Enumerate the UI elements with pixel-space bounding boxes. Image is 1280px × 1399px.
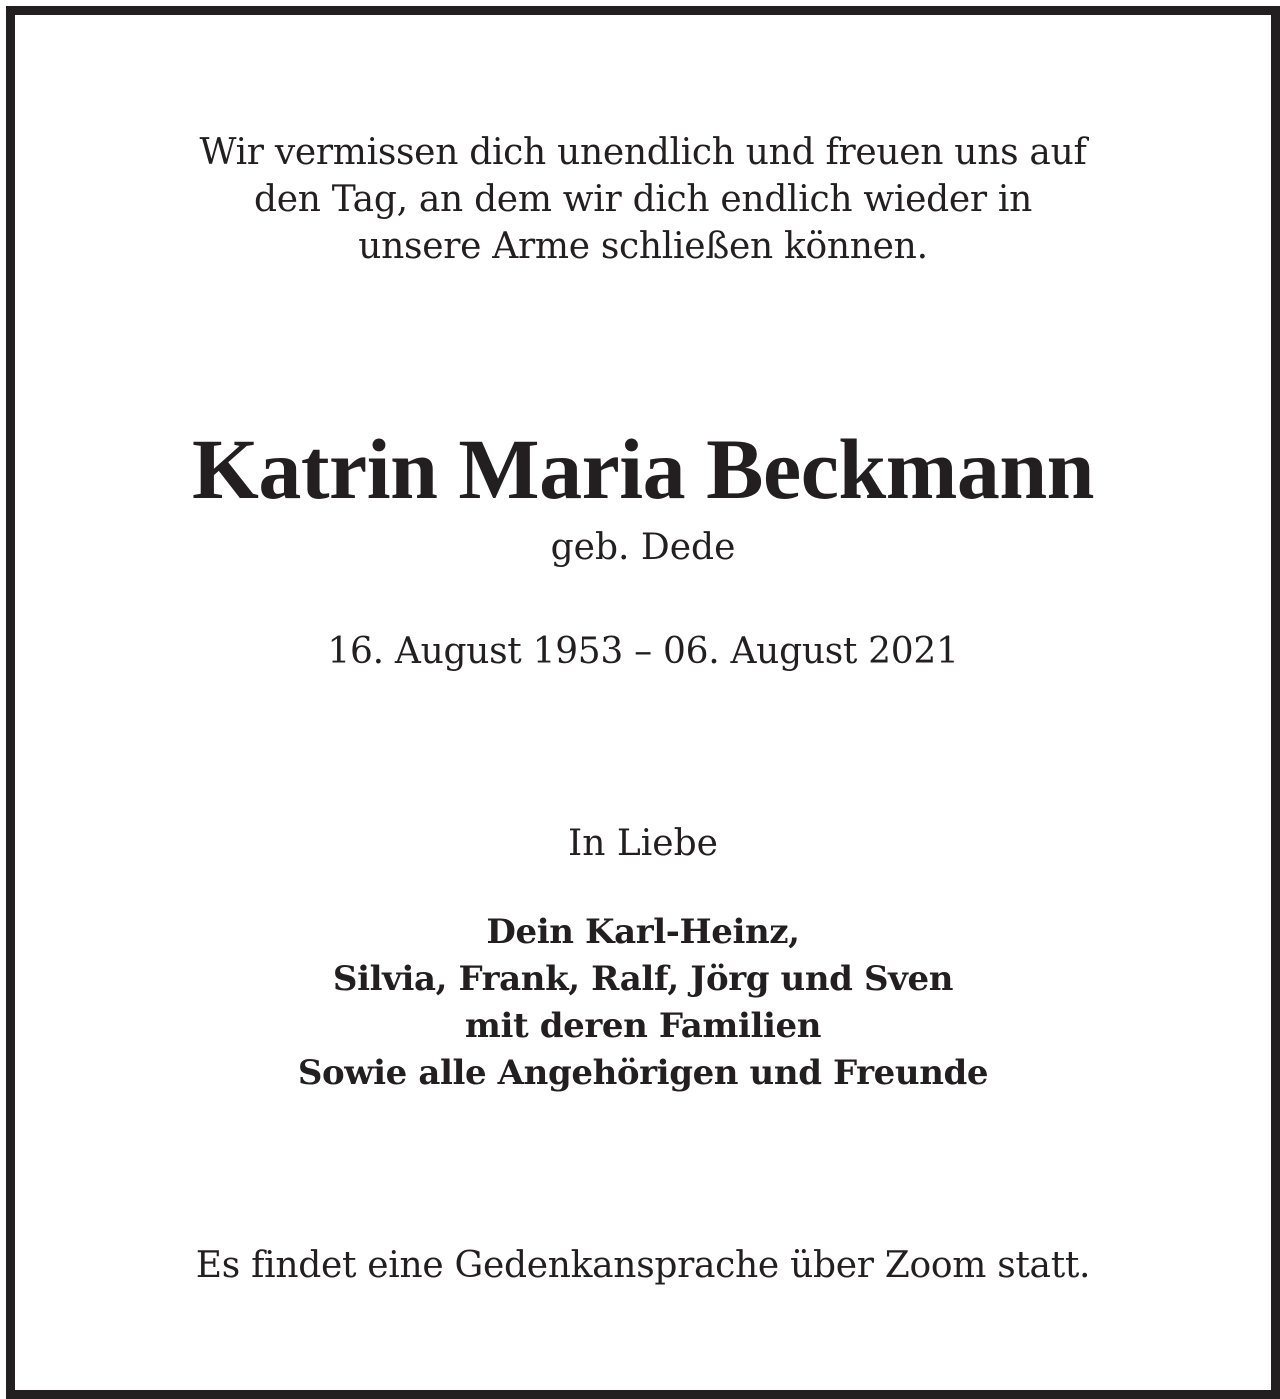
maiden-name: geb. Dede — [550, 527, 736, 568]
deceased-name: Katrin Maria Beckmann — [192, 421, 1094, 517]
signer-line: Sowie alle Angehörigen und Freunde — [297, 1053, 989, 1093]
quote-line: unsere Arme schließen können. — [358, 226, 928, 267]
signer-line: mit deren Familien — [464, 1006, 822, 1046]
signer-line: Dein Karl-Heinz, — [486, 912, 800, 952]
signers — [15, 909, 1271, 1097]
signer-line: Silvia, Frank, Ralf, Jörg und Sven — [332, 959, 954, 999]
memorial-note: Es findet eine Gedenkansprache über Zoom statt. — [195, 1245, 1091, 1286]
quote-line: den Tag, an dem wir dich endlich wieder in — [253, 179, 1033, 220]
closing-phrase: In Liebe — [568, 823, 718, 864]
life-dates: 16. August 1953 – 06. August 2021 — [327, 631, 959, 672]
quote-text — [15, 129, 1271, 270]
obituary-frame — [6, 6, 1280, 1399]
quote-line: Wir vermissen dich unendlich und freuen uns auf — [199, 132, 1087, 173]
